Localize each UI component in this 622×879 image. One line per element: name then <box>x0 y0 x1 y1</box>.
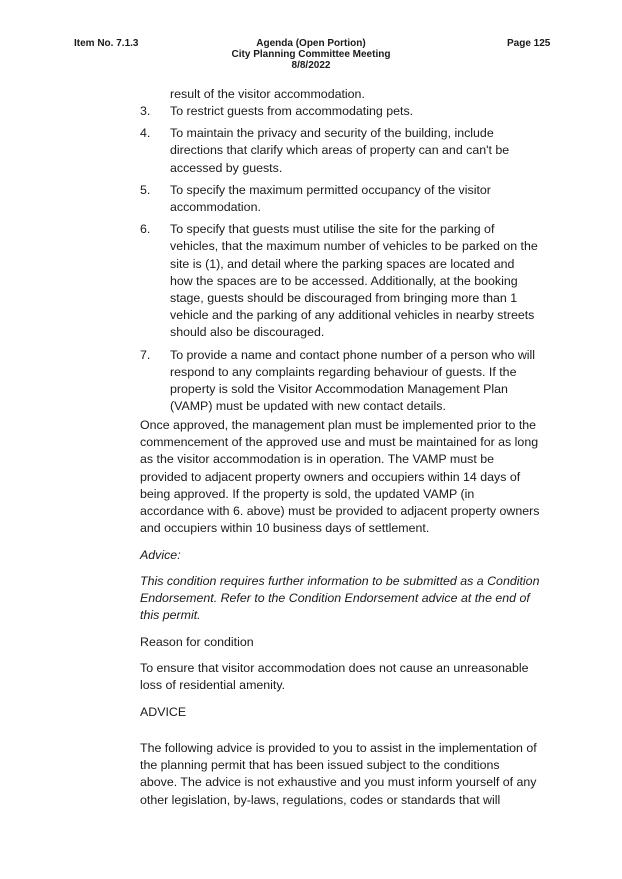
item-number: Item No. 7.1.3 <box>74 38 139 49</box>
advice-label: Advice: <box>140 548 181 562</box>
agenda-date: 8/8/2022 <box>291 60 331 71</box>
list-number: 7. <box>140 347 151 362</box>
reason-text: To ensure that visitor accommodation does not cause an unreasonable loss of residential amenity. <box>140 661 529 693</box>
reason-label: Reason for condition <box>140 635 254 649</box>
list-item <box>140 182 540 216</box>
list-item <box>140 221 540 341</box>
list-text: To specify that guests must utilise the site for the parking of vehicles, that the maximum number of vehicles to be parked on the site is (1), and detail where the parking spaces are located and how the spaces are to be accessed. Additionally, at the booking stage, guests should be discouraged from bringing more than 1 vehicle and the parking of any additional vehicles in nearby streets should also be discouraged. <box>170 222 538 340</box>
conditions-list <box>140 103 540 420</box>
list-text: To restrict guests from accommodating pets. <box>170 104 414 118</box>
list-number: 5. <box>140 182 151 197</box>
page-number: Page 125 <box>507 38 551 49</box>
list-number: 6. <box>140 222 151 237</box>
continuation-text: result of the visitor accommodation. <box>170 87 365 101</box>
list-number: 3. <box>140 104 151 118</box>
list-text: To specify the maximum permitted occupancy of the visitor accommodation. <box>170 182 491 215</box>
agenda-committee: City Planning Committee Meeting <box>231 49 391 60</box>
approval-paragraph: Once approved, the management plan must be implemented prior to the commencement of the approved use and must be maintained for as long as the visitor accommodation is in operation. The VAMP must be provided to adjacent property owners and occupiers within 14 days of being approved. If the property is sold, the updated VAMP (in accordance with 6. above) must be provided to adjacent property owners and occupiers within 10 business days of settlement. <box>140 418 540 536</box>
list-item <box>140 125 540 177</box>
agenda-title: Agenda (Open Portion) <box>256 38 366 49</box>
advice-heading: ADVICE <box>140 705 187 719</box>
list-text: To maintain the privacy and security of the building, include directions that clarify which areas of property can and can't be accessed by guests. <box>170 126 510 175</box>
list-number: 4. <box>140 126 151 141</box>
advice-intro: The following advice is provided to you to assist in the implementation of the planning permit that has been issued subject to the conditions above. The advice is not exhaustive and you must inform yourself of any other legislation, by-laws, regulations, codes or standards that will <box>140 741 537 807</box>
list-item <box>140 103 540 120</box>
list-item <box>140 347 540 416</box>
list-text: To provide a name and contact phone number of a person who will respond to any complaints regarding behaviour of guests. If the property is sold the Visitor Accommodation Management Plan (VAMP) must be updated with new contact details. <box>170 347 536 414</box>
advice-text: This condition requires further information to be submitted as a Condition Endorsement. Refer to the Condition Endorsement advice at the end of this permit. <box>140 574 540 623</box>
